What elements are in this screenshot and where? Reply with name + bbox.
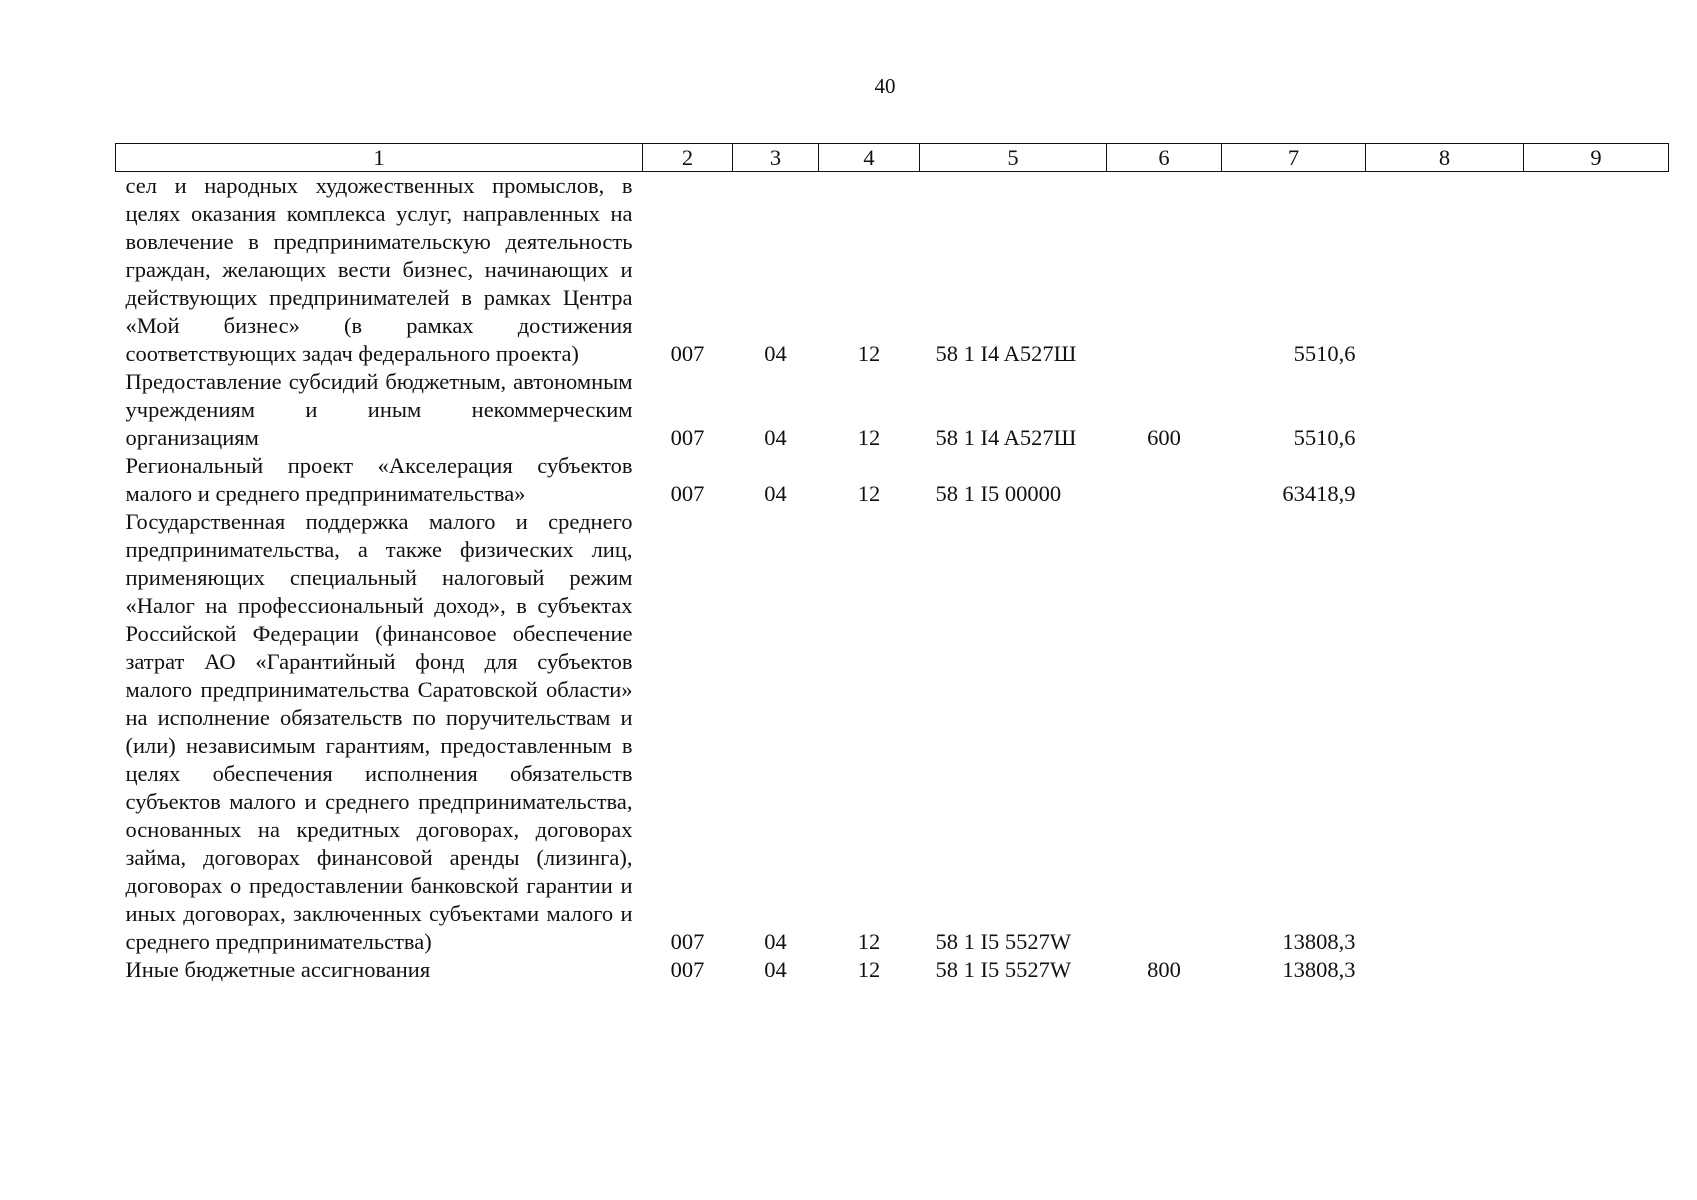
column-header-1: 1 bbox=[116, 144, 643, 172]
table-header-row bbox=[116, 144, 1669, 172]
row-name: Иные бюджетные ассигнования bbox=[125, 957, 431, 982]
column-header-3: 3 bbox=[733, 144, 819, 172]
row-col9 bbox=[1524, 452, 1669, 508]
column-header-9: 9 bbox=[1524, 144, 1669, 172]
row-col7: 5510,6 bbox=[1293, 341, 1356, 366]
row-col2: 007 bbox=[670, 957, 705, 982]
row-col2: 007 bbox=[670, 929, 705, 954]
row-col5: 58 1 I5 00000 bbox=[935, 481, 1062, 506]
row-col4: 12 bbox=[857, 341, 881, 366]
table-row bbox=[116, 172, 1669, 369]
column-header-4: 4 bbox=[819, 144, 920, 172]
row-col9 bbox=[1524, 368, 1669, 452]
row-col7: 13808,3 bbox=[1282, 957, 1356, 982]
row-name: Государственная поддержка малого и среднего предпринимательства, а также физических лиц, применяющих специальный налоговый режим «Налог на профессиональный доход», в субъектах Российской Федерации (финансовое обеспечение затрат АО «Гарантийный фонд для субъектов малого предпринимательства Саратовской области» на исполнение обязательств по поручительствам и (или) независимым гарантиям, предоставленным в целях обеспечения исполнения обязательств субъектов малого и среднего предпринимательства, основанных на кредитных договорах, договорах займа, договорах финансовой аренды (лизинга), договорах о предоставлении банковской гарантии и иных договорах, заключенных субъектами малого и среднего предпринимательства) bbox=[125, 509, 633, 954]
row-col6 bbox=[1107, 452, 1222, 508]
row-col4: 12 bbox=[857, 481, 881, 506]
column-header-2: 2 bbox=[643, 144, 733, 172]
row-col7: 5510,6 bbox=[1293, 425, 1356, 450]
row-col2: 007 bbox=[670, 341, 705, 366]
row-col3: 04 bbox=[764, 341, 787, 366]
row-col4: 12 bbox=[857, 957, 881, 982]
column-header-8: 8 bbox=[1366, 144, 1524, 172]
row-col9 bbox=[1524, 956, 1669, 984]
row-col6: 800 bbox=[1147, 957, 1181, 982]
row-col3: 04 bbox=[764, 425, 787, 450]
row-col4: 12 bbox=[857, 425, 881, 450]
row-col2: 007 bbox=[670, 425, 705, 450]
table-row bbox=[116, 368, 1669, 452]
row-col8 bbox=[1366, 452, 1524, 508]
row-col9 bbox=[1524, 508, 1669, 956]
table-row bbox=[116, 452, 1669, 508]
row-col4: 12 bbox=[857, 929, 881, 954]
row-col6 bbox=[1107, 508, 1222, 956]
row-col7: 63418,9 bbox=[1282, 481, 1356, 506]
row-col8 bbox=[1366, 368, 1524, 452]
row-col8 bbox=[1366, 956, 1524, 984]
row-name: Предоставление субсидий бюджетным, автономным учреждениям и иным некоммерческим организациям bbox=[125, 369, 633, 450]
row-col9 bbox=[1524, 172, 1669, 369]
row-name: сел и народных художественных промыслов, в целях оказания комплекса услуг, направленных на вовлечение в предпринимательскую деятельность граждан, желающих вести бизнес, начинающих и действующих предпринимателей в рамках Центра «Мой бизнес» (в рамках достижения соответствующих задач федерального проекта) bbox=[125, 173, 633, 366]
column-header-7: 7 bbox=[1222, 144, 1366, 172]
row-col8 bbox=[1366, 172, 1524, 369]
row-col6: 600 bbox=[1147, 425, 1181, 450]
row-col7: 13808,3 bbox=[1282, 929, 1356, 954]
row-col3: 04 bbox=[764, 929, 787, 954]
page-number: 40 bbox=[874, 74, 896, 98]
row-col5: 58 1 I4 A527Ш bbox=[935, 341, 1077, 366]
row-col2: 007 bbox=[670, 481, 705, 506]
column-header-6: 6 bbox=[1107, 144, 1222, 172]
row-col6 bbox=[1107, 172, 1222, 369]
table-row bbox=[116, 508, 1669, 956]
row-name: Региональный проект «Акселерация субъектов малого и среднего предпринимательства» bbox=[125, 453, 633, 506]
column-header-5: 5 bbox=[920, 144, 1107, 172]
row-col3: 04 bbox=[764, 481, 787, 506]
row-col5: 58 1 I5 5527W bbox=[935, 929, 1072, 954]
row-col5: 58 1 I4 A527Ш bbox=[935, 425, 1077, 450]
budget-table bbox=[115, 143, 1669, 984]
row-col5: 58 1 I5 5527W bbox=[935, 957, 1072, 982]
table-row bbox=[116, 956, 1669, 984]
row-col8 bbox=[1366, 508, 1524, 956]
row-col3: 04 bbox=[764, 957, 787, 982]
